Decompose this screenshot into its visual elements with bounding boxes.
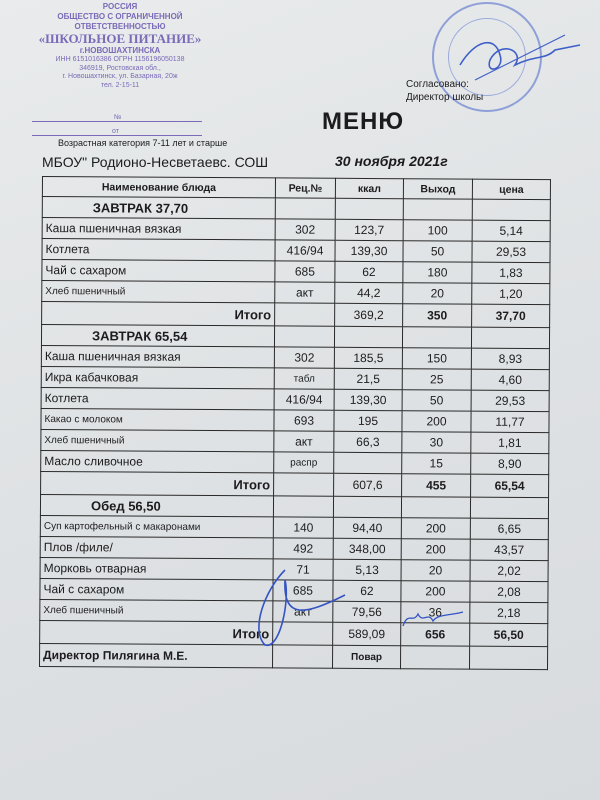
date-field [32,128,202,136]
empty-cell [400,646,469,669]
empty-cell [333,496,401,517]
empty-cell [470,497,548,518]
portion: 100 [403,220,472,241]
price: 29,53 [471,390,549,411]
kcal: 123,7 [335,219,403,240]
cook-label: Повар [332,645,400,668]
dish-name: Какао с молоком [41,408,274,430]
dish-name: Икра кабачковая [41,366,274,388]
dish-name: Суп картофельный с макаронами [40,515,273,537]
dish-name: Хлеб пшеничный [40,599,273,621]
section-title: ЗАВТРАК 65,54 [41,325,274,347]
price: 2,08 [470,581,548,602]
empty-cell [273,496,333,517]
dish-name: Каша пшеничная вязкая [41,345,274,367]
recipe-number: 693 [274,410,334,431]
empty-cell [274,326,334,347]
price: 11,77 [471,411,549,432]
stamp-line: «ШКОЛЬНОЕ ПИТАНИЕ» [38,31,202,46]
total-label: Итого [40,620,273,644]
recipe-number: 685 [273,580,333,601]
empty-cell [401,497,470,518]
kcal: 66,3 [334,431,402,452]
empty-cell [472,199,550,220]
total-row [41,471,549,497]
kcal: 5,13 [333,559,401,580]
kcal: 94,40 [333,517,401,538]
total-price: 56,50 [470,623,548,646]
kcal [334,452,402,473]
organization-stamp [30,2,210,90]
kcal: 139,30 [335,240,403,261]
price: 1,81 [471,432,549,453]
column-header: Рец.№ [275,178,335,198]
dish-name: Чай с сахаром [40,578,273,600]
price: 8,93 [471,348,549,369]
portion: 50 [403,241,472,262]
number-label: № [114,114,122,121]
empty-cell [274,473,334,496]
section-title: Обед 56,50 [40,494,273,516]
stamp-line: г.НОВОШАХТИНСКА [79,46,161,55]
empty-cell [275,303,335,326]
kcal: 44,2 [335,282,403,303]
total-kcal: 607,6 [334,473,402,496]
cook-signature [398,606,468,631]
portion: 20 [403,283,472,304]
portion: 200 [401,518,470,539]
dish-name: Каша пшеничная вязкая [42,218,275,240]
price: 43,57 [470,539,548,560]
total-kcal: 589,09 [333,622,401,645]
recipe-number: 302 [275,219,335,240]
portion: 25 [402,369,471,390]
kcal: 62 [335,261,403,282]
kcal: 139,30 [334,389,402,410]
dish-name: Хлеб пшеничный [42,281,275,303]
total-portion: 656 [401,623,470,646]
kcal: 62 [333,580,401,601]
section-title: ЗАВТРАК 37,70 [42,197,275,219]
total-price: 65,54 [471,474,549,497]
dish-name: Плов /филе/ [40,536,273,558]
dish-name: Хлеб пшеничный [41,429,274,451]
portion: 36 [401,602,470,623]
stamp-line: РОССИЯ [102,2,138,11]
price: 2,18 [470,602,548,623]
empty-cell [334,326,402,347]
recipe-number: 685 [275,261,335,282]
portion: 200 [402,411,471,432]
price: 1,20 [472,283,550,304]
recipe-number: акт [273,601,333,622]
portion: 50 [402,390,471,411]
dish-name: Масло сливочное [41,450,274,472]
stamp-line: 346919, Ростовская обл., [79,64,161,72]
approval-block [406,78,483,104]
total-price: 37,70 [472,304,550,327]
from-label: от [112,128,119,135]
price: 2,02 [470,560,548,581]
recipe-number: 140 [273,517,333,538]
stamp-line: тел. 2-15-11 [100,81,140,89]
empty-cell [402,327,471,348]
total-label: Итого [41,471,274,495]
recipe-number: 416/94 [275,240,335,261]
total-portion: 455 [402,474,471,497]
dish-name: Чай с сахаром [42,260,275,282]
price: 6,65 [470,518,548,539]
approval-label: Согласовано: [406,79,469,90]
recipe-number: распр [274,452,334,473]
approval-director: Директор школы [406,92,484,103]
kcal: 21,5 [334,368,402,389]
empty-cell [335,198,403,219]
column-header: Наименование блюда [42,177,275,198]
empty-cell [469,646,547,669]
portion: 20 [401,560,470,581]
dish-name: Котлета [41,387,274,409]
recipe-number: 71 [273,559,333,580]
stamp-line: г. Новошахтинск, ул. Базарная, 20ж [62,73,178,80]
portion: 15 [402,453,471,474]
page-title: МЕНЮ [322,108,405,135]
empty-cell [471,327,549,348]
price: 29,53 [472,241,550,262]
kcal: 348,00 [333,538,401,559]
portion: 30 [402,432,471,453]
dish-name: Морковь отварная [40,557,273,579]
school-name: МБОУ" Родионо-Несветаевс. СОШ [42,154,269,170]
recipe-number: 416/94 [274,389,334,410]
total-label: Итого [42,302,275,326]
recipe-number: 492 [273,538,333,559]
stamp-line: ИНН 6151016386 ОГРН 1156196050138 [55,56,185,63]
column-header: Выход [403,179,472,199]
stamp-line: ОТВЕТСТВЕННОСТЬЮ [74,22,166,31]
recipe-number: 302 [274,347,334,368]
column-header: цена [472,179,550,199]
empty-cell [275,198,335,219]
kcal: 79,56 [333,601,401,622]
price: 4,60 [471,369,549,390]
price: 1,83 [472,262,550,283]
age-category: Возрастная категория 7-11 лет и старше [58,138,228,148]
portion: 180 [403,262,472,283]
empty-cell [403,199,472,220]
number-field [32,114,202,122]
column-header: ккал [335,178,403,198]
kcal: 195 [334,410,402,431]
price: 8,90 [471,453,549,474]
price: 5,14 [472,220,550,241]
recipe-number: акт [275,282,335,303]
dish-name: Котлета [42,239,275,261]
menu-date: 30 ноября 2021г [335,153,448,169]
recipe-number: акт [274,431,334,452]
total-row [42,302,550,328]
portion: 200 [401,581,470,602]
director-signature-bottom [245,560,355,650]
total-portion: 350 [403,304,472,327]
stamp-line: ОБЩЕСТВО С ОГРАНИЧЕННОЙ [57,12,183,21]
director-name: Директор Пилягина М.Е. [40,643,273,667]
portion: 200 [401,539,470,560]
portion: 150 [402,348,471,369]
recipe-number: табл [274,368,334,389]
total-kcal: 369,2 [335,303,403,326]
kcal: 185,5 [334,347,402,368]
